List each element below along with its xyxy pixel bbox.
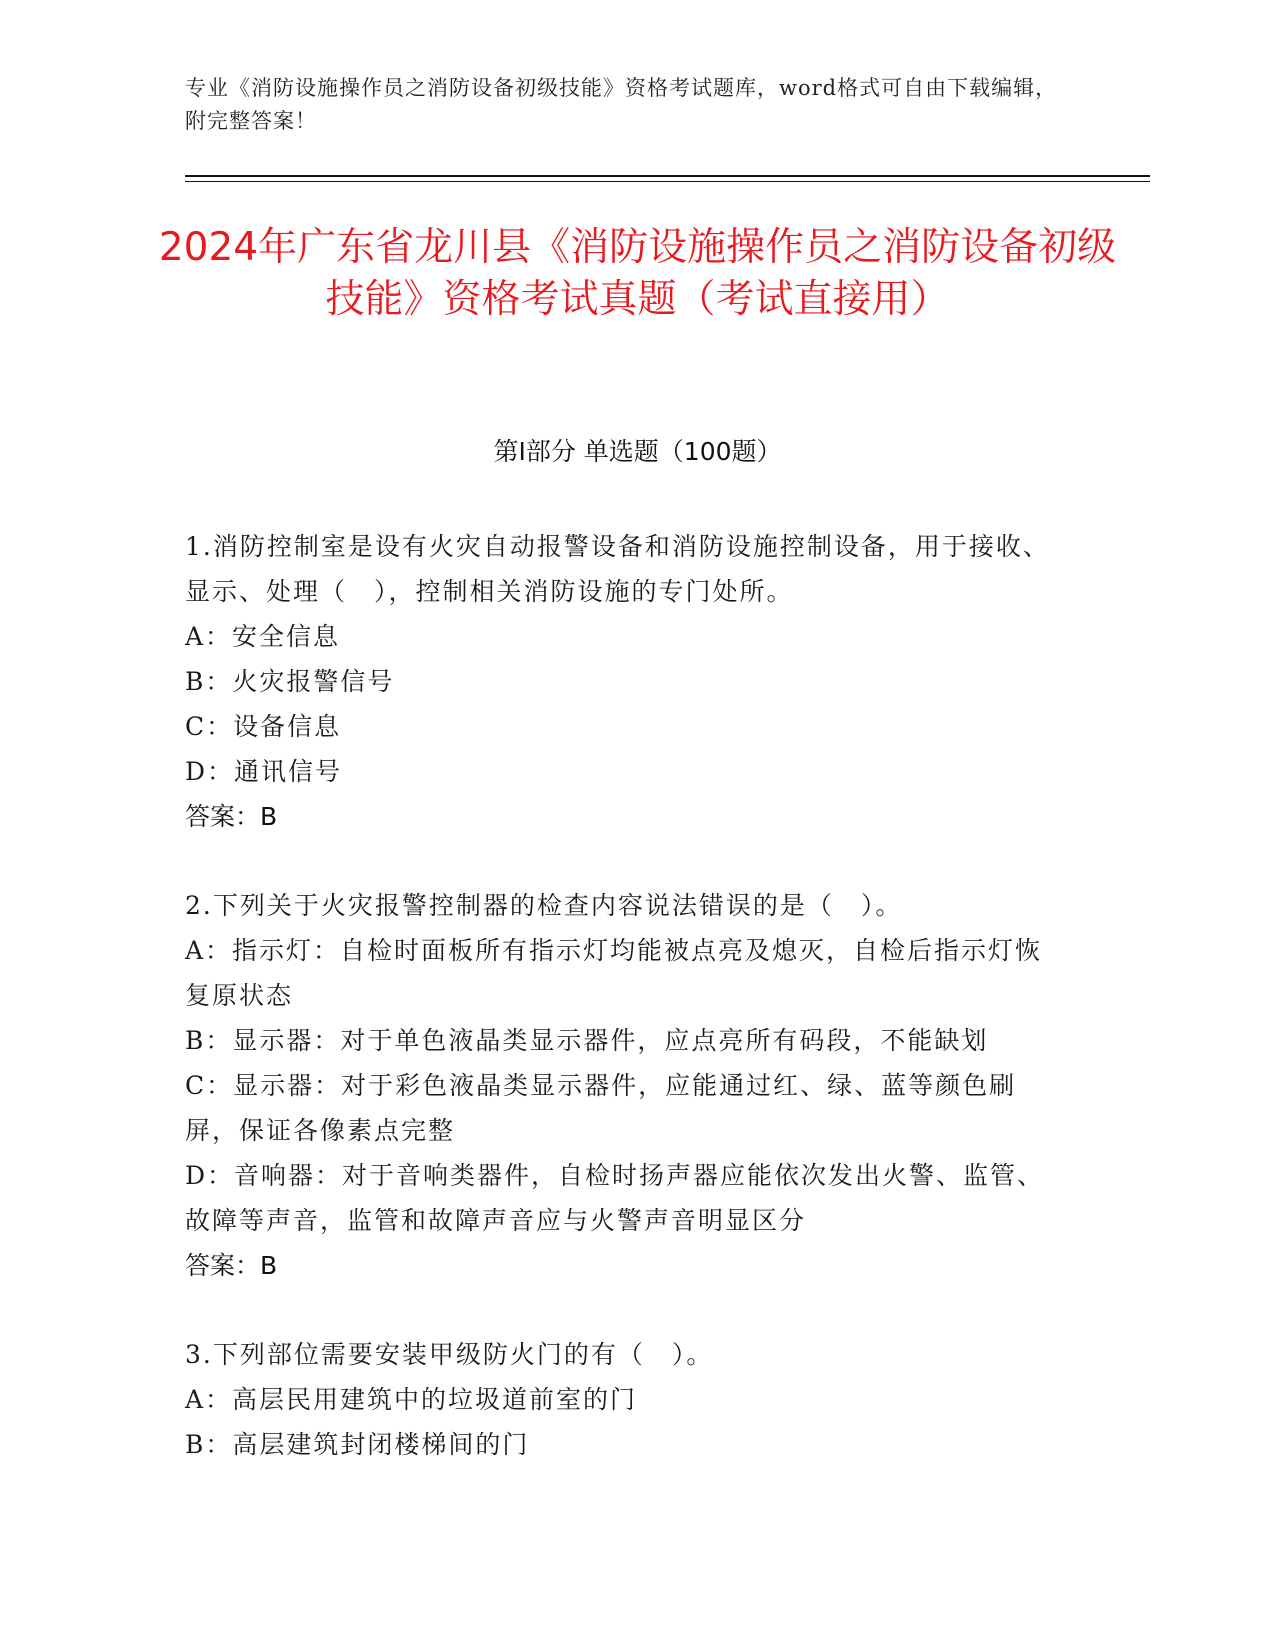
option-c: C：显示器：对于彩色液晶类显示器件，应能通过红、绿、蓝等颜色刷屏，保证各像素点完整	[185, 1071, 1017, 1145]
option-a: A：高层民用建筑中的垃圾道前室的门	[185, 1385, 638, 1414]
document-title: 2024年广东省龙川县《消防设施操作员之消防设备初级技能》资格考试真题（考试直接用）	[158, 225, 1117, 322]
header-note: 专业《消防设施操作员之消防设备初级技能》资格考试题库，word格式可自由下载编辑，附完整答案！	[185, 76, 1058, 133]
question-list	[185, 524, 1065, 1511]
option-c: C：设备信息	[185, 712, 342, 741]
section-heading: 第I部分 单选题（100题）	[493, 437, 782, 466]
answer: 答案：B	[185, 1251, 278, 1280]
question-3	[185, 1332, 1065, 1467]
option-d: D：通讯信号	[185, 757, 343, 786]
question-2	[185, 883, 1065, 1288]
option-a: A：指示灯：自检时面板所有指示灯均能被点亮及熄灭，自检后指示灯恢复原状态	[185, 936, 1043, 1010]
option-a: A：安全信息	[185, 622, 341, 651]
question-stem: 3.下列部位需要安装甲级防火门的有（ ）。	[185, 1340, 714, 1369]
question-stem: 2.下列关于火灾报警控制器的检查内容说法错误的是（ ）。	[185, 891, 903, 920]
option-b: B：火灾报警信号	[185, 667, 395, 696]
option-d: D：音响器：对于音响类器件，自检时扬声器应能依次发出火警、监管、故障等声音，监管和故障声音应与火警声音明显区分	[185, 1161, 1045, 1235]
question-stem: 1.消防控制室是设有火灾自动报警设备和消防设施控制设备，用于接收、显示、处理（ ），控制相关消防设施的专门处所。	[185, 532, 1050, 606]
option-b: B：高层建筑封闭楼梯间的门	[185, 1430, 530, 1459]
header-divider	[185, 175, 1150, 177]
question-1	[185, 524, 1065, 839]
header-divider-thin	[185, 181, 1150, 182]
option-b: B：显示器：对于单色液晶类显示器件，应点亮所有码段，不能缺划	[185, 1026, 989, 1055]
answer: 答案：B	[185, 802, 278, 831]
